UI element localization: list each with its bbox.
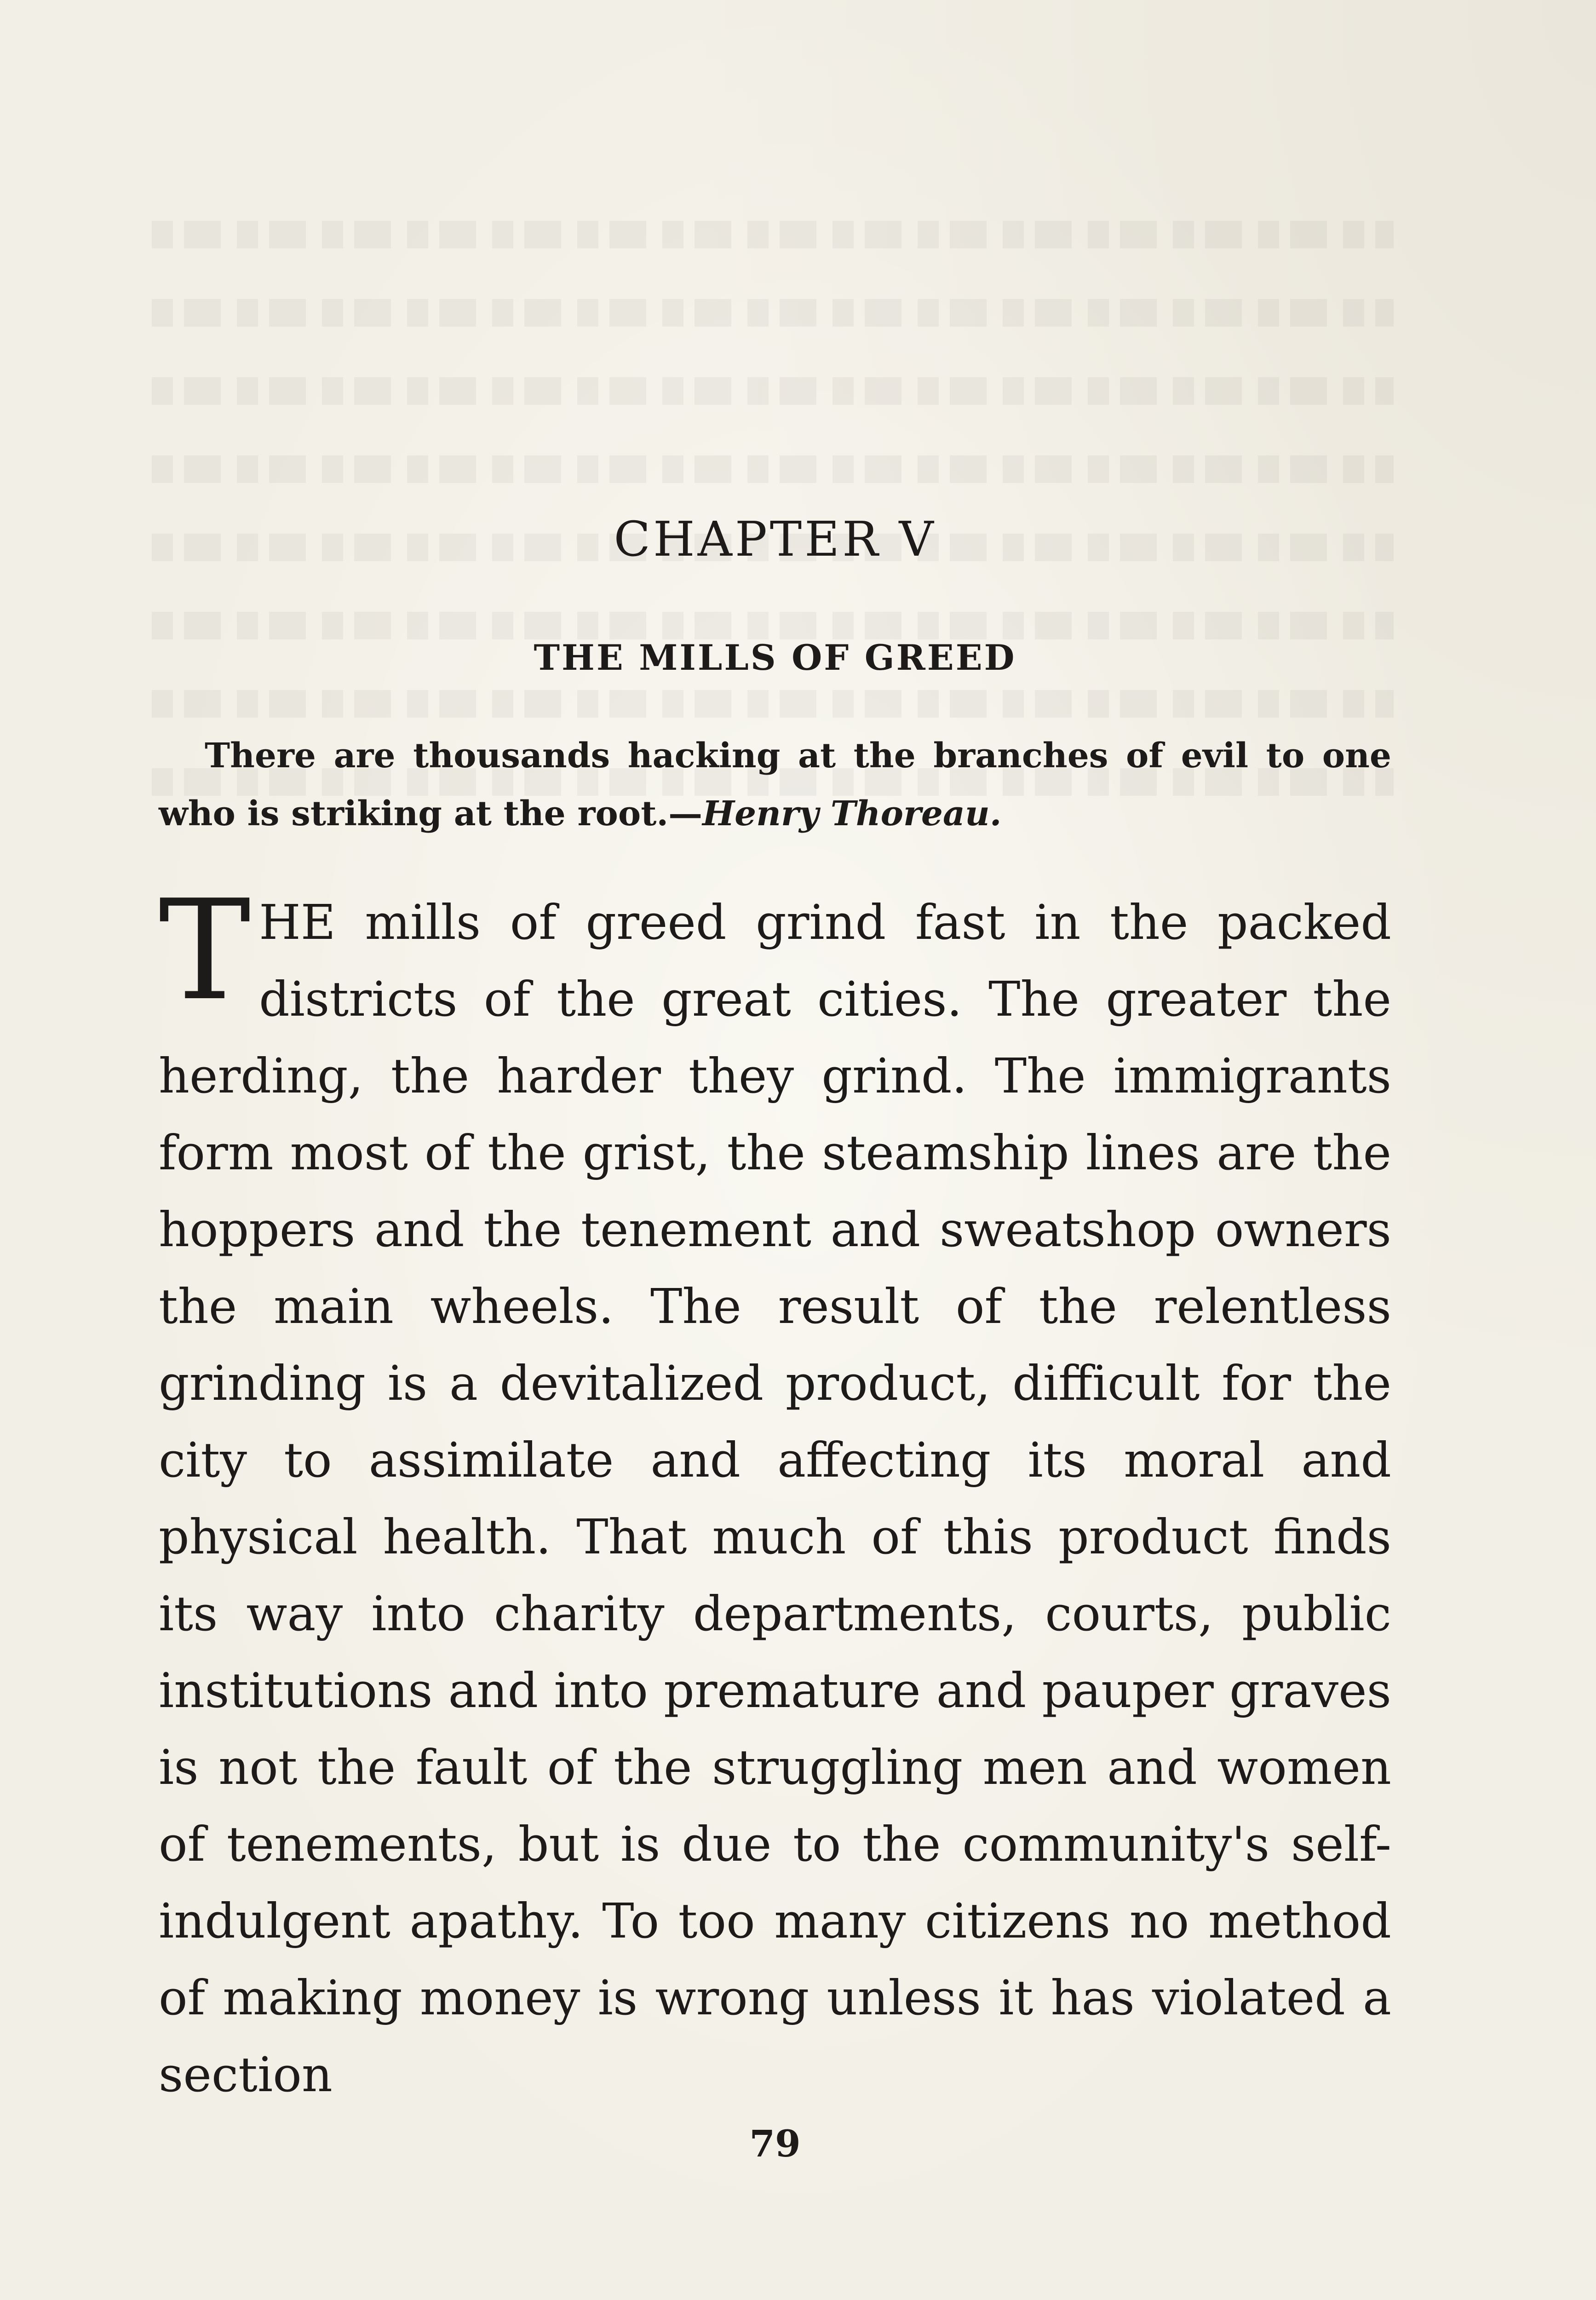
page-number: 79 (749, 2122, 801, 2165)
epigraph-attribution: Henry Thoreau. (702, 794, 1002, 834)
chapter-number: CHAPTER V (614, 511, 936, 567)
chapter-title: THE MILLS OF GREED (534, 637, 1016, 678)
epigraph-text: There are thousands hacking at the branches of evil to one who is striking at the root.— (159, 736, 1391, 834)
drop-cap: T (159, 870, 251, 1031)
body-text: HE mills of greed grind fast in the packed districts of the great cities. The greater the herding, the harder they grind. The immigrants form most of the grist, the steamship lines are the hoppers and the tenement and sweatshop owners the main wheels. The result of the relentless grinding is a devitalized product, difficult for the city to assimilate and affecting its moral and physical health. That much of this product finds its way into charity departments, courts, public institutions and into premature and pauper graves is not the fault of the struggling men and women of tenements, but is due to the community's self-indulgent apathy. To too many citizens no method of making money is wrong unless it has violated a section (159, 894, 1391, 2103)
epigraph (159, 727, 1391, 843)
body-paragraph (159, 870, 1391, 2113)
